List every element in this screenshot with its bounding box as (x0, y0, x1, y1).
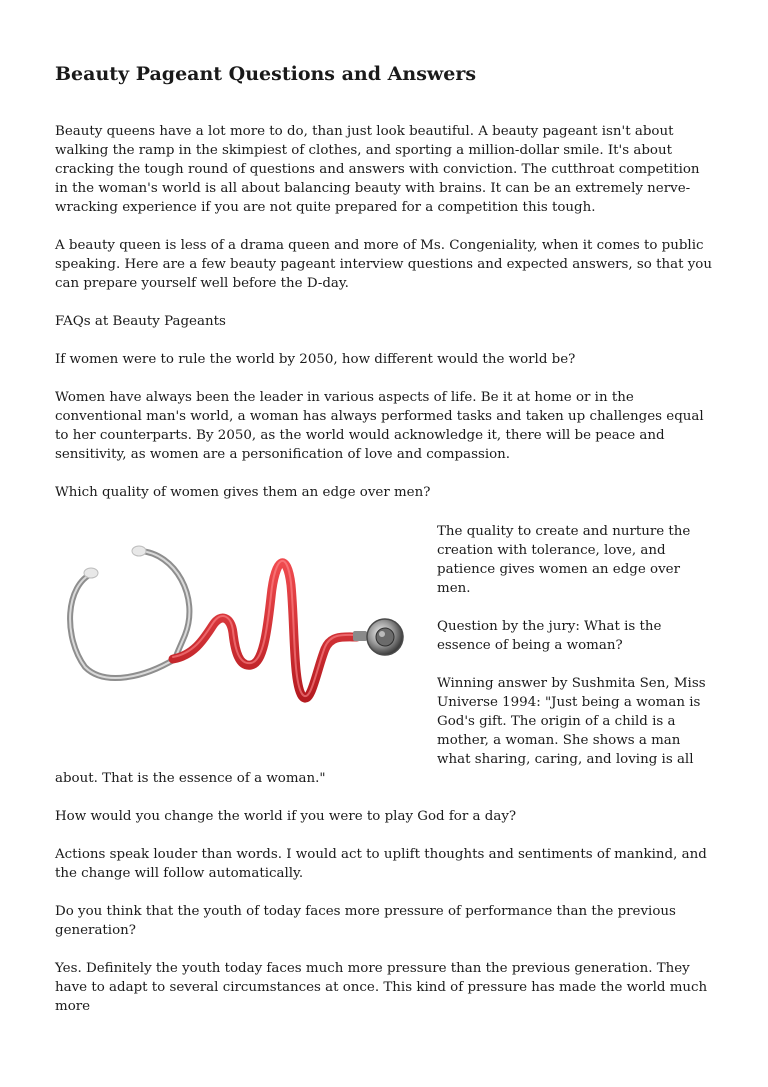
stethoscope-icon (45, 537, 415, 757)
paragraph-congeniality: A beauty queen is less of a drama queen and more of Ms. Congeniality, when it comes to public speaking. Here are a few beauty pageant interview questions and expected answers, so that you can prepare yourself well before the D-day. (55, 238, 712, 291)
question-youth-pressure: Do you think that the youth of today faces more pressure of performance than the previous generation? (55, 904, 676, 938)
answer-youth-pressure: Yes. Definitely the youth today faces much more pressure than the previous generation. They have to adapt to several circumstances at once. This kind of pressure has made the world much more (55, 961, 708, 1014)
answer-2050: Women have always been the leader in various aspects of life. Be it at home or in the conventional man's world, a woman has always performed tasks and taken up challenges equal to her counterparts. By 2050, as the world would acknowledge it, there will be peace and sensitivity, as women are a personification of love and compassion. (55, 390, 704, 462)
section-heading-faqs: FAQs at Beauty Pageants (55, 314, 226, 329)
question-play-god: How would you change the world if you were to play God for a day? (55, 809, 517, 824)
answer-essence-sushmita-sen: Winning answer by Sushmita Sen, Miss Universe 1994: "Just being a woman is God's gift. The origin of a child is a mother, a woman. She shows a man what sharing, caring, and loving is all about. That is the essence of a woman." (55, 676, 706, 786)
answer-play-god: Actions speak louder than words. I would act to uplift thoughts and sentiments of mankind, and the change will follow automatically. (55, 847, 707, 881)
answer-quality: The quality to create and nurture the creation with tolerance, love, and patience gives women an edge over men. (437, 524, 691, 596)
paragraph-intro: Beauty queens have a lot more to do, than just look beautiful. A beauty pageant isn't about walking the ramp in the skimpiest of clothes, and sporting a million-dollar smile. It's about cracking the tough round of questions and answers with conviction. The cutthroat competition in the woman's world is all about balancing beauty with brains. It can be an extremely nerve-wracking experience if you are not quite prepared for a competition this tough. (55, 124, 700, 215)
document-page (55, 60, 715, 1035)
question-quality: Which quality of women gives them an edge over men? (55, 485, 431, 500)
stethoscope-heartbeat-image (45, 537, 415, 757)
question-2050: If women were to rule the world by 2050, how different would the world be? (55, 352, 576, 367)
document-title: Beauty Pageant Questions and Answers (55, 63, 477, 85)
question-essence: Question by the jury: What is the essence of being a woman? (437, 619, 662, 653)
